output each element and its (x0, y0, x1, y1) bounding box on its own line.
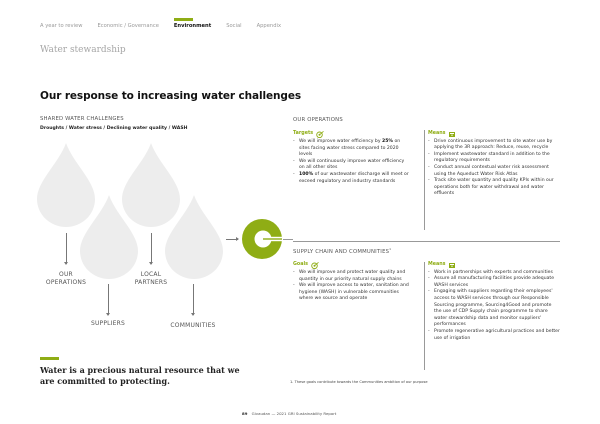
toolbox-icon (449, 263, 455, 268)
connector-line (283, 239, 293, 240)
drop-label-communities: COMMUNITIES (170, 322, 216, 329)
goal-item: - We will improve access to water, sanitation and hygiene (WASH) in vulnerable communities where we source and operate (293, 283, 411, 303)
target-item: - We will improve water efficiency by 25% on sites facing water stress compared to 2020 levels (293, 139, 411, 159)
nav-item-appendix[interactable]: Appendix (256, 23, 282, 29)
section-divider (293, 241, 560, 242)
page-heading: Our response to increasing water challenges (40, 90, 302, 102)
target-icon (316, 131, 324, 138)
our-operations-label: OUR OPERATIONS (293, 117, 343, 123)
nav-item-year-to-review[interactable]: A year to review (40, 23, 83, 29)
water-drop-icon (165, 195, 223, 279)
top-nav (40, 23, 296, 29)
targets-heading: Targets (293, 131, 411, 138)
pull-quote: Water is a precious natural resource that we are committed to protecting. (40, 365, 240, 386)
water-drop-icon (80, 195, 138, 279)
supply-chain-label: SUPPLY CHAIN AND COMMUNITIES$^1$ (293, 247, 392, 255)
page-number: 89 (242, 411, 248, 416)
page-footer (242, 411, 336, 416)
column-divider (424, 262, 425, 370)
target-item: - 100% of our wastewater discharge will meet or exceed regulatory and industry standards (293, 172, 411, 185)
column-divider (424, 130, 425, 230)
goal-item: - We will improve and protect water quality and quantity in our priority natural supply chains (293, 270, 411, 283)
arrow-down-icon (193, 284, 194, 315)
nav-item-economic-governance[interactable]: Economic / Governance (97, 23, 159, 29)
nav-item-environment[interactable]: Environment (173, 23, 212, 29)
shared-challenges-label: SHARED WATER CHALLENGES (40, 116, 124, 122)
arrow-right-icon (226, 239, 238, 240)
footer-text: Givaudan — 2021 GRI Sustainability Report (251, 411, 337, 416)
section-title: Water stewardship (40, 45, 126, 55)
quote-accent-bar (40, 357, 59, 360)
shared-challenges-subtitle: Droughts / Water stress / Declining water quality / WASH (40, 126, 188, 131)
arrow-down-icon (151, 233, 152, 264)
means-item: - Track site water quantity and quality KPIs within our operations both for water withdrawal and water effluents (428, 178, 556, 198)
footnote: 1. These goals contribute towards the Communities ambition of our purpose (290, 380, 428, 384)
means-item: - Assure all manufacturing facilities provide adequate WASH services (428, 276, 560, 289)
givaudan-logo-icon (242, 219, 282, 259)
drop-label-our-operations: OUR OPERATIONS (45, 271, 87, 286)
means-item: - Work in partnerships with experts and communities (428, 270, 560, 277)
arrow-down-icon (108, 284, 109, 315)
drop-label-suppliers: SUPPLIERS (90, 320, 126, 327)
means-item: - Drive continuous improvement to site water use by applying the 3R approach: Reduce, reuse, recycle (428, 139, 556, 152)
drop-label-local-partners: LOCAL PARTNERS (134, 271, 168, 286)
target-item: - We will continuously improve water efficiency on all other sites (293, 159, 411, 172)
means-heading: Means (428, 131, 556, 138)
arrow-down-icon (66, 233, 67, 264)
operations-means (428, 131, 556, 198)
toolbox-icon (449, 132, 455, 137)
operations-targets (293, 131, 411, 185)
means-heading: Means (428, 262, 560, 269)
target-icon (311, 262, 319, 269)
nav-item-social[interactable]: Social (226, 23, 242, 29)
supply-goals (293, 262, 411, 303)
goals-heading: Goals (293, 262, 411, 269)
means-item: - Implement wastewater standard in addition to the regulatory requirements (428, 152, 556, 165)
means-item: - Engaging with suppliers regarding their employees' access to WASH services through our Responsible Sourcing programme, Sourcing4Good and promote the use of CDP Supply chain programme to share water stewardship data and monitor suppliers' performances (428, 289, 560, 329)
supply-means (428, 262, 560, 342)
means-item: - Promote regenerative agricultural practices and better use of irrigation (428, 329, 560, 342)
means-item: - Conduct annual contextual water risk assessment using the Aqueduct Water Risk Atlas (428, 165, 556, 178)
